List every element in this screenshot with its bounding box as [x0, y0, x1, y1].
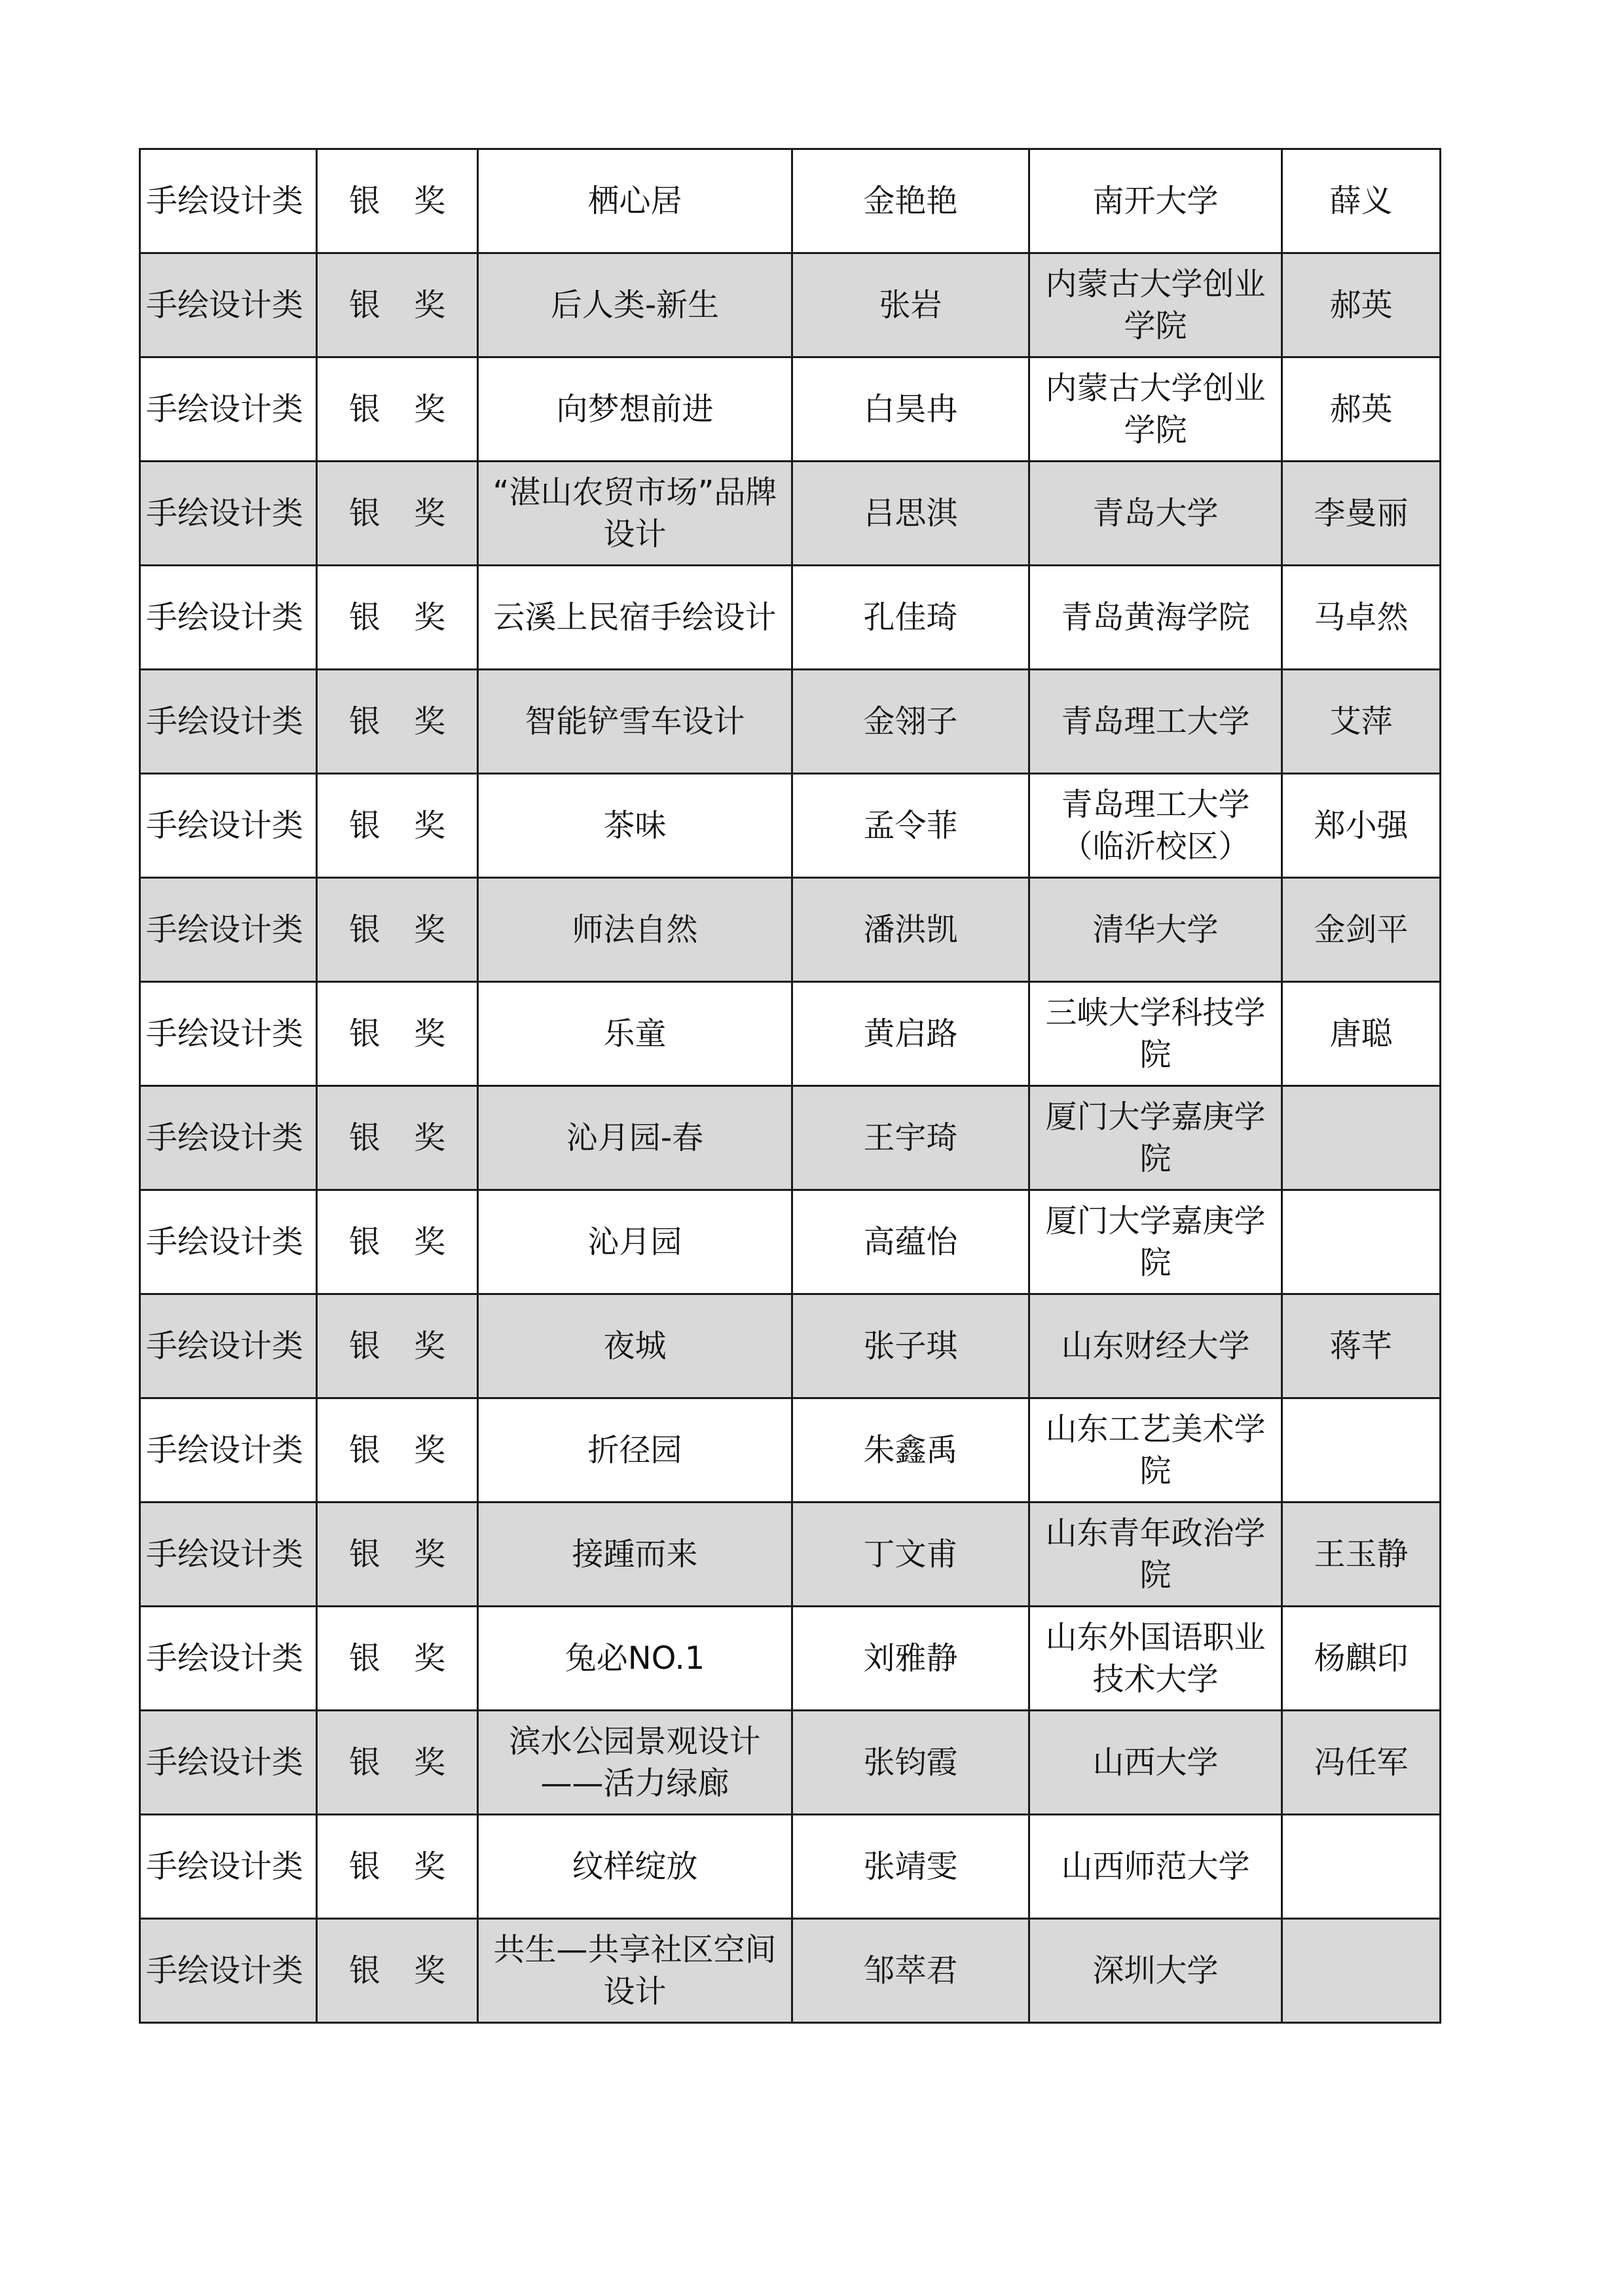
work-title-cell: 折径园	[478, 1398, 792, 1503]
work-title-cell: 沁月园	[478, 1190, 792, 1294]
work-title-cell: 沁月园-春	[478, 1086, 792, 1190]
work-title-cell: 共生—共享社区空间设计	[478, 1919, 792, 2023]
author-cell: 吕思淇	[792, 462, 1029, 566]
author-cell: 高蕴怡	[792, 1190, 1029, 1294]
category-cell: 手绘设计类	[140, 1711, 317, 1815]
advisor-cell	[1282, 1815, 1441, 1919]
work-title-cell: 智能铲雪车设计	[478, 670, 792, 774]
award-cell: 银 奖	[317, 774, 478, 878]
work-title-cell: 向梦想前进	[478, 357, 792, 462]
author-cell: 丁文甫	[792, 1503, 1029, 1607]
school-cell: 深圳大学	[1029, 1919, 1282, 2023]
advisor-cell: 唐聪	[1282, 982, 1441, 1086]
advisor-cell	[1282, 1398, 1441, 1503]
table-row	[140, 982, 1441, 1086]
school-cell: 清华大学	[1029, 878, 1282, 982]
table-row	[140, 149, 1441, 253]
school-cell: 青岛理工大学	[1029, 670, 1282, 774]
advisor-cell: 马卓然	[1282, 566, 1441, 670]
school-cell: 山西大学	[1029, 1711, 1282, 1815]
advisor-cell: 郝英	[1282, 357, 1441, 462]
category-cell: 手绘设计类	[140, 1503, 317, 1607]
award-cell: 银 奖	[317, 1398, 478, 1503]
category-cell: 手绘设计类	[140, 462, 317, 566]
advisor-cell: 郑小强	[1282, 774, 1441, 878]
table-row	[140, 670, 1441, 774]
work-title-cell: 夜城	[478, 1294, 792, 1398]
author-cell: 张岩	[792, 253, 1029, 357]
award-cell: 银 奖	[317, 1607, 478, 1711]
work-title-cell: 乐童	[478, 982, 792, 1086]
table-row	[140, 1190, 1441, 1294]
advisor-cell: 杨麒印	[1282, 1607, 1441, 1711]
table-row	[140, 1086, 1441, 1190]
school-cell: 内蒙古大学创业学院	[1029, 357, 1282, 462]
award-cell: 银 奖	[317, 670, 478, 774]
award-cell: 银 奖	[317, 566, 478, 670]
category-cell: 手绘设计类	[140, 357, 317, 462]
school-cell: 山东外国语职业技术大学	[1029, 1607, 1282, 1711]
category-cell: 手绘设计类	[140, 670, 317, 774]
advisor-cell	[1282, 1190, 1441, 1294]
advisor-cell: 李曼丽	[1282, 462, 1441, 566]
school-cell: 厦门大学嘉庚学院	[1029, 1190, 1282, 1294]
school-cell: 厦门大学嘉庚学院	[1029, 1086, 1282, 1190]
category-cell: 手绘设计类	[140, 1398, 317, 1503]
table-row	[140, 1711, 1441, 1815]
award-cell: 银 奖	[317, 1711, 478, 1815]
school-cell: 三峡大学科技学院	[1029, 982, 1282, 1086]
advisor-cell: 艾萍	[1282, 670, 1441, 774]
school-cell: 内蒙古大学创业学院	[1029, 253, 1282, 357]
school-cell: 山西师范大学	[1029, 1815, 1282, 1919]
category-cell: 手绘设计类	[140, 1086, 317, 1190]
award-cell: 银 奖	[317, 1503, 478, 1607]
work-title-cell: 茶味	[478, 774, 792, 878]
table-row	[140, 357, 1441, 462]
category-cell: 手绘设计类	[140, 982, 317, 1086]
author-cell: 朱鑫禹	[792, 1398, 1029, 1503]
school-cell: 南开大学	[1029, 149, 1282, 253]
table-row	[140, 566, 1441, 670]
table-row	[140, 1919, 1441, 2023]
author-cell: 刘雅静	[792, 1607, 1029, 1711]
work-title-cell: “湛山农贸市场”品牌设计	[478, 462, 792, 566]
category-cell: 手绘设计类	[140, 878, 317, 982]
category-cell: 手绘设计类	[140, 1294, 317, 1398]
category-cell: 手绘设计类	[140, 1607, 317, 1711]
table-row	[140, 1607, 1441, 1711]
award-cell: 银 奖	[317, 1294, 478, 1398]
award-list-sheet	[139, 148, 1439, 2024]
award-cell: 银 奖	[317, 149, 478, 253]
author-cell: 金艳艳	[792, 149, 1029, 253]
author-cell: 张钧霞	[792, 1711, 1029, 1815]
advisor-cell: 金剑平	[1282, 878, 1441, 982]
table-row	[140, 1398, 1441, 1503]
category-cell: 手绘设计类	[140, 253, 317, 357]
award-cell: 银 奖	[317, 982, 478, 1086]
award-cell: 银 奖	[317, 878, 478, 982]
school-cell: 青岛大学	[1029, 462, 1282, 566]
author-cell: 黄启路	[792, 982, 1029, 1086]
award-cell: 银 奖	[317, 357, 478, 462]
work-title-cell: 栖心居	[478, 149, 792, 253]
author-cell: 潘洪凯	[792, 878, 1029, 982]
category-cell: 手绘设计类	[140, 1815, 317, 1919]
school-cell: 山东财经大学	[1029, 1294, 1282, 1398]
school-cell: 山东工艺美术学院	[1029, 1398, 1282, 1503]
school-cell: 山东青年政治学院	[1029, 1503, 1282, 1607]
category-cell: 手绘设计类	[140, 1190, 317, 1294]
table-row	[140, 774, 1441, 878]
school-cell: 青岛黄海学院	[1029, 566, 1282, 670]
advisor-cell: 王玉静	[1282, 1503, 1441, 1607]
table-row	[140, 1503, 1441, 1607]
award-cell: 银 奖	[317, 1086, 478, 1190]
table-row	[140, 1294, 1441, 1398]
advisor-cell: 冯任军	[1282, 1711, 1441, 1815]
author-cell: 王宇琦	[792, 1086, 1029, 1190]
work-title-cell: 接踵而来	[478, 1503, 792, 1607]
advisor-cell	[1282, 1919, 1441, 2023]
author-cell: 金翎子	[792, 670, 1029, 774]
table-row	[140, 462, 1441, 566]
author-cell: 张靖雯	[792, 1815, 1029, 1919]
work-title-cell: 后人类-新生	[478, 253, 792, 357]
work-title-cell: 纹样绽放	[478, 1815, 792, 1919]
category-cell: 手绘设计类	[140, 774, 317, 878]
table-row	[140, 1815, 1441, 1919]
award-table	[139, 148, 1441, 2024]
award-cell: 银 奖	[317, 253, 478, 357]
work-title-cell: 兔必NO.1	[478, 1607, 792, 1711]
advisor-cell: 郝英	[1282, 253, 1441, 357]
work-title-cell: 师法自然	[478, 878, 792, 982]
table-row	[140, 878, 1441, 982]
advisor-cell: 蒋芊	[1282, 1294, 1441, 1398]
work-title-cell: 云溪上民宿手绘设计	[478, 566, 792, 670]
category-cell: 手绘设计类	[140, 566, 317, 670]
author-cell: 白昊冉	[792, 357, 1029, 462]
award-cell: 银 奖	[317, 1190, 478, 1294]
award-cell: 银 奖	[317, 462, 478, 566]
award-cell: 银 奖	[317, 1815, 478, 1919]
advisor-cell	[1282, 1086, 1441, 1190]
author-cell: 邹萃君	[792, 1919, 1029, 2023]
author-cell: 孔佳琦	[792, 566, 1029, 670]
work-title-cell: 滨水公园景观设计——活力绿廊	[478, 1711, 792, 1815]
table-row	[140, 253, 1441, 357]
award-cell: 银 奖	[317, 1919, 478, 2023]
author-cell: 孟令菲	[792, 774, 1029, 878]
author-cell: 张子琪	[792, 1294, 1029, 1398]
school-cell: 青岛理工大学（临沂校区）	[1029, 774, 1282, 878]
category-cell: 手绘设计类	[140, 149, 317, 253]
category-cell: 手绘设计类	[140, 1919, 317, 2023]
advisor-cell: 薛义	[1282, 149, 1441, 253]
